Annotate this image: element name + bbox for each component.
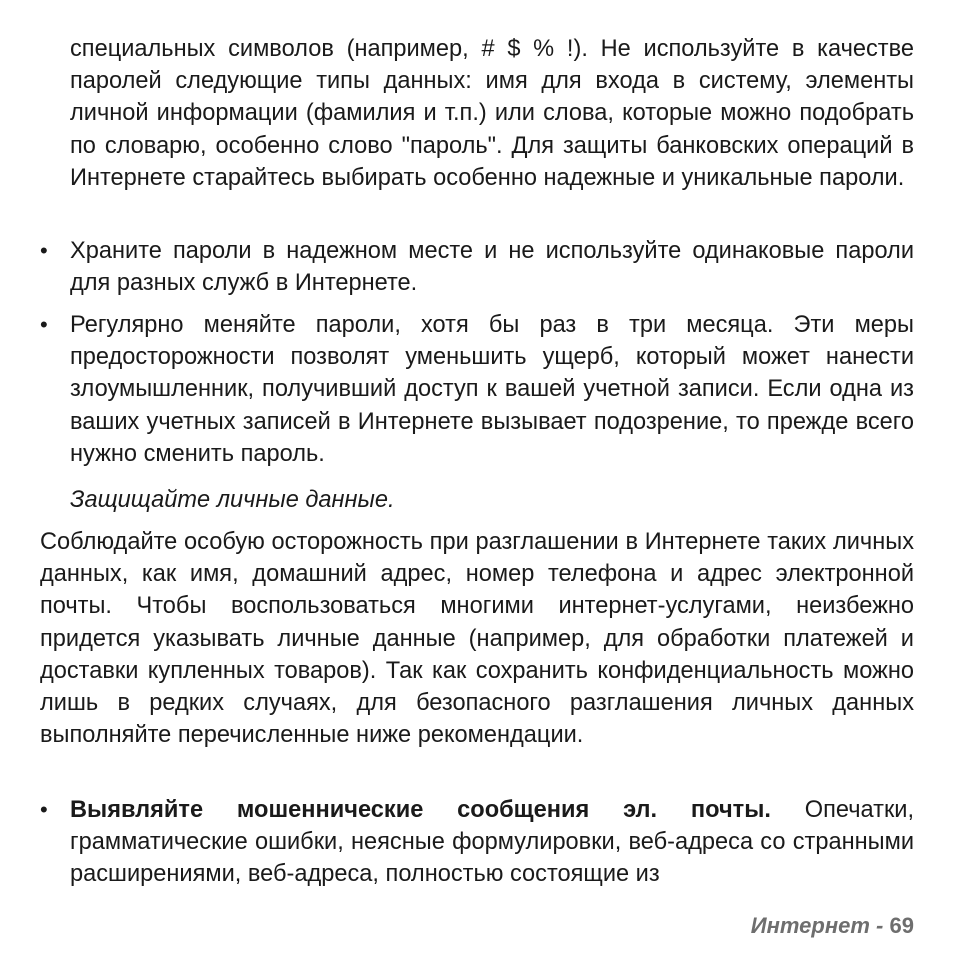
section-paragraph: Соблюдайте особую осторожность при разглашении в Интернете таких личных данных, как имя, домашний адрес, номер телефона и адрес электронной почты. Чтобы воспользоваться многими интернет-услугами, неизбежно придется указывать личные данные (например, для обработки платежей и доставки купленных товаров). Так как сохранить конфиденциальность можно лишь в редких случаях, для безопасного разглашения личных данных выполняйте перечисленные ниже рекомендации.: [40, 529, 914, 749]
bullet-item-store-passwords: Храните пароли в надежном месте и не используйте одинаковые пароли для разных служб в Интернете.: [70, 238, 914, 297]
page-number: 69: [889, 913, 914, 938]
section-heading: Защищайте личные данные.: [70, 487, 395, 513]
footer-section-title: Интернет -: [750, 913, 884, 938]
bullet-body-text: Опечатки, грамматические ошибки, неясные формулировки, веб-адреса со странными расширениями, веб-адреса, полностью состоящие из: [70, 797, 914, 888]
bullet-item-change-passwords: Регулярно меняйте пароли, хотя бы раз в три месяца. Эти меры предосторожности позволят уменьшить ущерб, который может нанести злоумышленник, получивший доступ к вашей учетной записи. Если одна из ваших учетных записей в Интернете вызывает подозрение, то прежде всего нужно сменить пароль.: [70, 312, 914, 467]
bullet-bold-lead: Выявляйте мошеннические сообщения эл. почты.: [70, 797, 771, 823]
bullet-marker: •: [40, 797, 48, 822]
bullet-item-phishing: [70, 794, 914, 891]
page-footer: [751, 912, 914, 940]
bullet-marker: •: [40, 312, 48, 337]
bullet-marker: •: [40, 238, 48, 263]
continuation-paragraph: специальных символов (например, # $ % !). Не используйте в качестве паролей следующие типы данных: имя для входа в систему, элементы личной информации (фамилия и т.п.) или слова, которые можно подобрать по словарю, особенно слово "пароль". Для защиты банковских операций в Интернете старайтесь выбирать особенно надежные и уникальные пароли.: [70, 36, 914, 191]
